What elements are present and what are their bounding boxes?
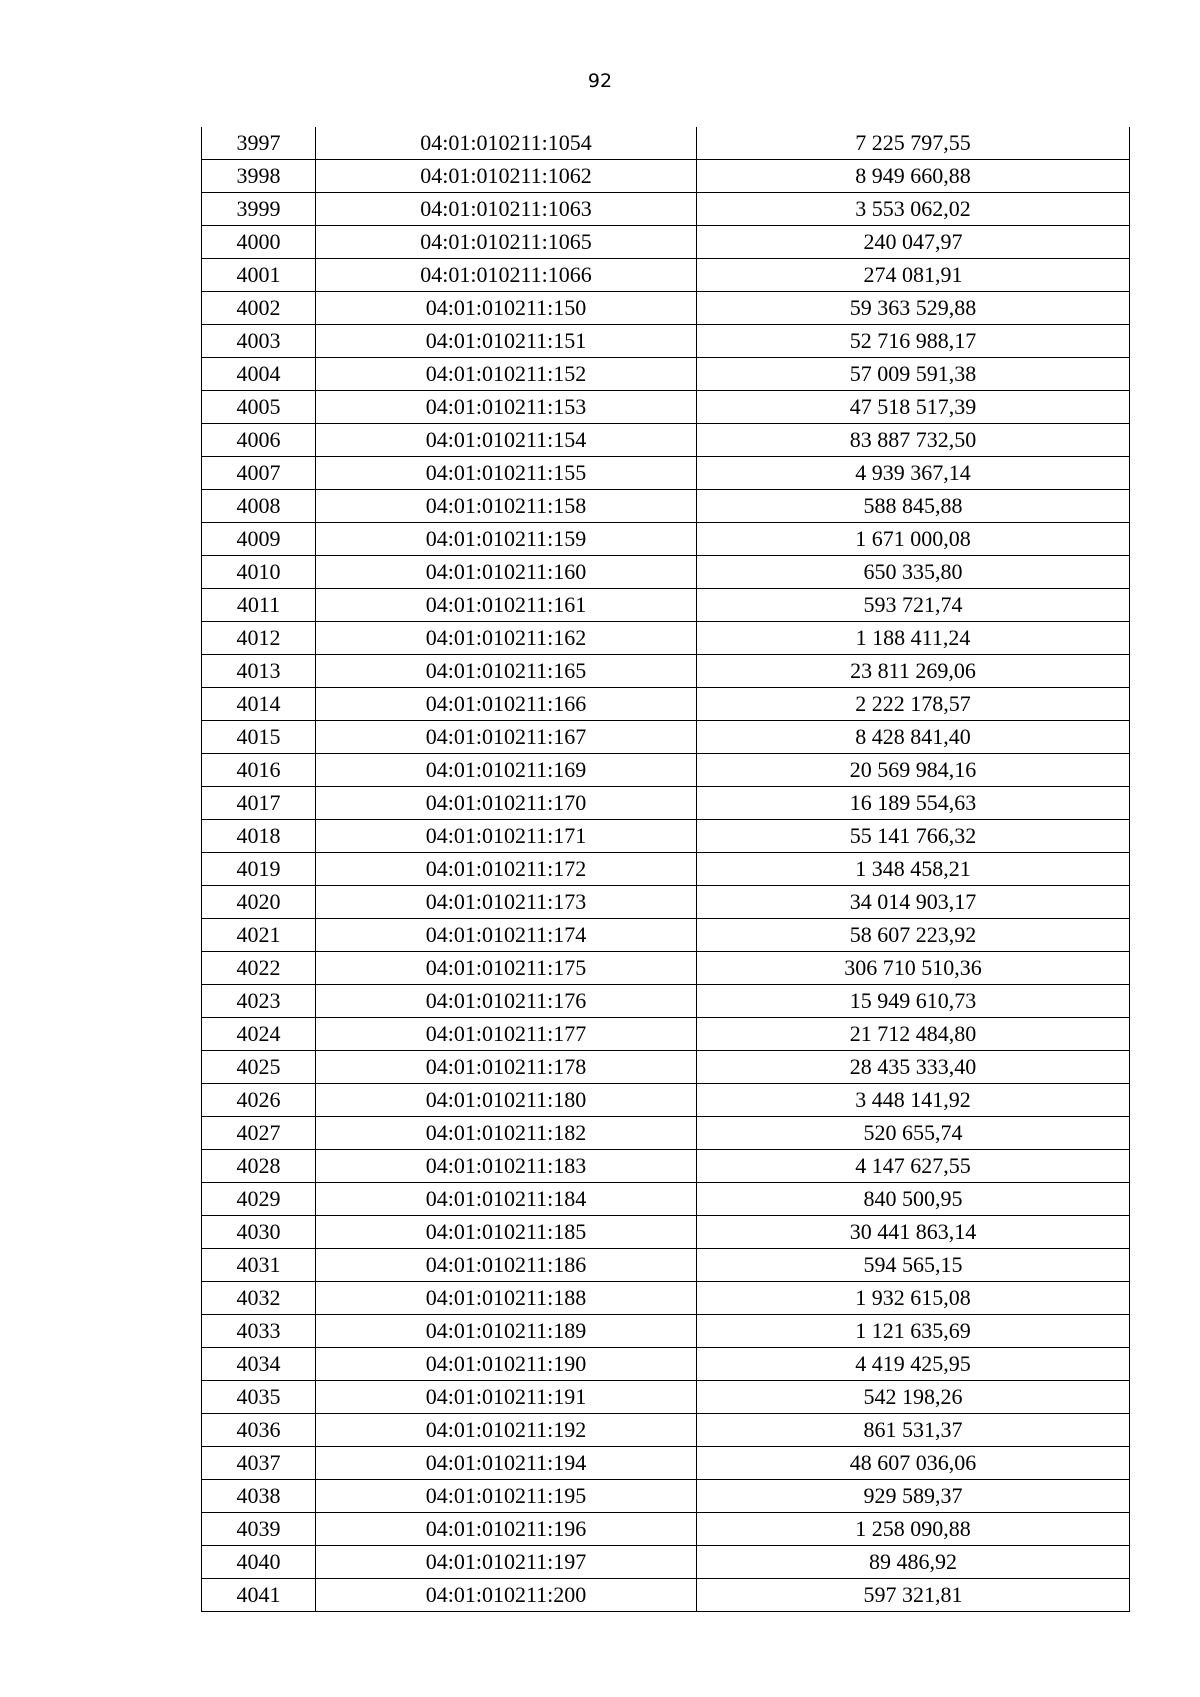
table-row xyxy=(202,985,1130,1018)
cadastral-value-cell: 47 518 517,39 xyxy=(697,391,1130,424)
cadastral-number-cell: 04:01:010211:196 xyxy=(316,1513,697,1546)
cadastral-value-cell: 3 553 062,02 xyxy=(697,193,1130,226)
table-row xyxy=(202,820,1130,853)
cadastral-number-cell: 04:01:010211:159 xyxy=(316,523,697,556)
table-row xyxy=(202,424,1130,457)
row-number-cell: 4029 xyxy=(202,1183,316,1216)
cadastral-value-cell: 1 188 411,24 xyxy=(697,622,1130,655)
table-row xyxy=(202,655,1130,688)
table-row xyxy=(202,325,1130,358)
cadastral-number-cell: 04:01:010211:175 xyxy=(316,952,697,985)
row-number-cell: 4009 xyxy=(202,523,316,556)
cadastral-number-cell: 04:01:010211:153 xyxy=(316,391,697,424)
cadastral-number-cell: 04:01:010211:152 xyxy=(316,358,697,391)
cadastral-number-cell: 04:01:010211:173 xyxy=(316,886,697,919)
cadastral-value-cell: 30 441 863,14 xyxy=(697,1216,1130,1249)
cadastral-value-cell: 58 607 223,92 xyxy=(697,919,1130,952)
row-number-cell: 4036 xyxy=(202,1414,316,1447)
row-number-cell: 3997 xyxy=(202,127,316,160)
row-number-cell: 4014 xyxy=(202,688,316,721)
cadastral-value-cell: 1 121 635,69 xyxy=(697,1315,1130,1348)
row-number-cell: 4024 xyxy=(202,1018,316,1051)
cadastral-value-cell: 240 047,97 xyxy=(697,226,1130,259)
row-number-cell: 4019 xyxy=(202,853,316,886)
table-row xyxy=(202,490,1130,523)
cadastral-number-cell: 04:01:010211:151 xyxy=(316,325,697,358)
row-number-cell: 4015 xyxy=(202,721,316,754)
row-number-cell: 4034 xyxy=(202,1348,316,1381)
row-number-cell: 4037 xyxy=(202,1447,316,1480)
row-number-cell: 3999 xyxy=(202,193,316,226)
row-number-cell: 4017 xyxy=(202,787,316,820)
table-row xyxy=(202,919,1130,952)
table-row xyxy=(202,259,1130,292)
table-row xyxy=(202,688,1130,721)
row-number-cell: 4016 xyxy=(202,754,316,787)
row-number-cell: 4008 xyxy=(202,490,316,523)
table-row xyxy=(202,721,1130,754)
row-number-cell: 4027 xyxy=(202,1117,316,1150)
row-number-cell: 4007 xyxy=(202,457,316,490)
row-number-cell: 4010 xyxy=(202,556,316,589)
cadastral-number-cell: 04:01:010211:161 xyxy=(316,589,697,622)
cadastral-number-cell: 04:01:010211:165 xyxy=(316,655,697,688)
row-number-cell: 4001 xyxy=(202,259,316,292)
cadastral-value-cell: 588 845,88 xyxy=(697,490,1130,523)
cadastral-value-cell: 15 949 610,73 xyxy=(697,985,1130,1018)
cadastral-value-cell: 83 887 732,50 xyxy=(697,424,1130,457)
cadastral-number-cell: 04:01:010211:1062 xyxy=(316,160,697,193)
cadastral-value-cell: 89 486,92 xyxy=(697,1546,1130,1579)
cadastral-number-cell: 04:01:010211:1054 xyxy=(316,127,697,160)
table-row xyxy=(202,457,1130,490)
table-row xyxy=(202,952,1130,985)
row-number-cell: 4013 xyxy=(202,655,316,688)
row-number-cell: 4023 xyxy=(202,985,316,1018)
cadastral-number-cell: 04:01:010211:155 xyxy=(316,457,697,490)
row-number-cell: 4028 xyxy=(202,1150,316,1183)
table-row xyxy=(202,886,1130,919)
table-row xyxy=(202,589,1130,622)
table-row xyxy=(202,1117,1130,1150)
cadastral-number-cell: 04:01:010211:166 xyxy=(316,688,697,721)
table-row xyxy=(202,1447,1130,1480)
cadastral-number-cell: 04:01:010211:186 xyxy=(316,1249,697,1282)
cadastral-value-cell: 20 569 984,16 xyxy=(697,754,1130,787)
cadastral-number-cell: 04:01:010211:197 xyxy=(316,1546,697,1579)
cadastral-number-cell: 04:01:010211:1063 xyxy=(316,193,697,226)
cadastral-value-cell: 4 939 367,14 xyxy=(697,457,1130,490)
table-row xyxy=(202,1282,1130,1315)
row-number-cell: 4002 xyxy=(202,292,316,325)
row-number-cell: 4031 xyxy=(202,1249,316,1282)
cadastral-value-cell: 55 141 766,32 xyxy=(697,820,1130,853)
cadastral-value-cell: 34 014 903,17 xyxy=(697,886,1130,919)
table-row xyxy=(202,787,1130,820)
cadastral-value-cell: 3 448 141,92 xyxy=(697,1084,1130,1117)
cadastral-value-cell: 542 198,26 xyxy=(697,1381,1130,1414)
row-number-cell: 4004 xyxy=(202,358,316,391)
cadastral-number-cell: 04:01:010211:176 xyxy=(316,985,697,1018)
row-number-cell: 4022 xyxy=(202,952,316,985)
table-row xyxy=(202,1084,1130,1117)
cadastral-value-cell: 274 081,91 xyxy=(697,259,1130,292)
cadastral-number-cell: 04:01:010211:185 xyxy=(316,1216,697,1249)
table-row xyxy=(202,853,1130,886)
cadastral-value-cell: 48 607 036,06 xyxy=(697,1447,1130,1480)
cadastral-value-cell: 16 189 554,63 xyxy=(697,787,1130,820)
table-body xyxy=(202,127,1130,1612)
cadastral-value-cell: 520 655,74 xyxy=(697,1117,1130,1150)
cadastral-number-cell: 04:01:010211:200 xyxy=(316,1579,697,1612)
cadastral-value-cell: 597 321,81 xyxy=(697,1579,1130,1612)
cadastral-number-cell: 04:01:010211:169 xyxy=(316,754,697,787)
cadastral-number-cell: 04:01:010211:191 xyxy=(316,1381,697,1414)
cadastral-number-cell: 04:01:010211:195 xyxy=(316,1480,697,1513)
row-number-cell: 4039 xyxy=(202,1513,316,1546)
row-number-cell: 4041 xyxy=(202,1579,316,1612)
cadastral-number-cell: 04:01:010211:192 xyxy=(316,1414,697,1447)
cadastral-value-cell: 593 721,74 xyxy=(697,589,1130,622)
cadastral-value-cell: 52 716 988,17 xyxy=(697,325,1130,358)
row-number-cell: 4018 xyxy=(202,820,316,853)
cadastral-table-container xyxy=(201,127,1130,1612)
cadastral-value-cell: 8 428 841,40 xyxy=(697,721,1130,754)
table-row xyxy=(202,1183,1130,1216)
table-row xyxy=(202,358,1130,391)
row-number-cell: 4038 xyxy=(202,1480,316,1513)
row-number-cell: 4005 xyxy=(202,391,316,424)
cadastral-number-cell: 04:01:010211:184 xyxy=(316,1183,697,1216)
table-row xyxy=(202,391,1130,424)
table-row xyxy=(202,1249,1130,1282)
table-row xyxy=(202,1414,1130,1447)
table-row xyxy=(202,622,1130,655)
table-row xyxy=(202,292,1130,325)
row-number-cell: 4006 xyxy=(202,424,316,457)
cadastral-value-cell: 650 335,80 xyxy=(697,556,1130,589)
table-row xyxy=(202,1150,1130,1183)
cadastral-number-cell: 04:01:010211:182 xyxy=(316,1117,697,1150)
table-row xyxy=(202,1513,1130,1546)
cadastral-value-cell: 8 949 660,88 xyxy=(697,160,1130,193)
table-row xyxy=(202,226,1130,259)
cadastral-number-cell: 04:01:010211:178 xyxy=(316,1051,697,1084)
row-number-cell: 4033 xyxy=(202,1315,316,1348)
row-number-cell: 4012 xyxy=(202,622,316,655)
cadastral-number-cell: 04:01:010211:154 xyxy=(316,424,697,457)
cadastral-value-cell: 1 932 615,08 xyxy=(697,1282,1130,1315)
cadastral-value-cell: 2 222 178,57 xyxy=(697,688,1130,721)
table-row xyxy=(202,1216,1130,1249)
row-number-cell: 4025 xyxy=(202,1051,316,1084)
table-row xyxy=(202,754,1130,787)
cadastral-number-cell: 04:01:010211:172 xyxy=(316,853,697,886)
cadastral-value-cell: 7 225 797,55 xyxy=(697,127,1130,160)
cadastral-number-cell: 04:01:010211:160 xyxy=(316,556,697,589)
row-number-cell: 4003 xyxy=(202,325,316,358)
cadastral-number-cell: 04:01:010211:1066 xyxy=(316,259,697,292)
table-row xyxy=(202,1579,1130,1612)
table-row xyxy=(202,1480,1130,1513)
row-number-cell: 4021 xyxy=(202,919,316,952)
cadastral-number-cell: 04:01:010211:171 xyxy=(316,820,697,853)
table-row xyxy=(202,1051,1130,1084)
cadastral-value-cell: 28 435 333,40 xyxy=(697,1051,1130,1084)
table-row xyxy=(202,1381,1130,1414)
cadastral-number-cell: 04:01:010211:1065 xyxy=(316,226,697,259)
cadastral-number-cell: 04:01:010211:174 xyxy=(316,919,697,952)
cadastral-number-cell: 04:01:010211:150 xyxy=(316,292,697,325)
table-row xyxy=(202,1315,1130,1348)
table-row xyxy=(202,1348,1130,1381)
table-row xyxy=(202,556,1130,589)
cadastral-value-cell: 306 710 510,36 xyxy=(697,952,1130,985)
table-row xyxy=(202,523,1130,556)
table-row xyxy=(202,160,1130,193)
table-row xyxy=(202,193,1130,226)
cadastral-number-cell: 04:01:010211:162 xyxy=(316,622,697,655)
table-row xyxy=(202,1018,1130,1051)
row-number-cell: 4011 xyxy=(202,589,316,622)
cadastral-number-cell: 04:01:010211:180 xyxy=(316,1084,697,1117)
cadastral-value-cell: 840 500,95 xyxy=(697,1183,1130,1216)
cadastral-value-cell: 929 589,37 xyxy=(697,1480,1130,1513)
page-number: 92 xyxy=(587,70,613,92)
cadastral-number-cell: 04:01:010211:188 xyxy=(316,1282,697,1315)
cadastral-value-cell: 861 531,37 xyxy=(697,1414,1130,1447)
table-row xyxy=(202,127,1130,160)
cadastral-value-cell: 23 811 269,06 xyxy=(697,655,1130,688)
cadastral-value-cell: 594 565,15 xyxy=(697,1249,1130,1282)
cadastral-number-cell: 04:01:010211:167 xyxy=(316,721,697,754)
row-number-cell: 3998 xyxy=(202,160,316,193)
cadastral-number-cell: 04:01:010211:183 xyxy=(316,1150,697,1183)
row-number-cell: 4000 xyxy=(202,226,316,259)
cadastral-value-cell: 1 671 000,08 xyxy=(697,523,1130,556)
cadastral-value-cell: 57 009 591,38 xyxy=(697,358,1130,391)
row-number-cell: 4026 xyxy=(202,1084,316,1117)
cadastral-value-table xyxy=(201,127,1130,1612)
cadastral-value-cell: 1 258 090,88 xyxy=(697,1513,1130,1546)
cadastral-number-cell: 04:01:010211:177 xyxy=(316,1018,697,1051)
cadastral-value-cell: 21 712 484,80 xyxy=(697,1018,1130,1051)
cadastral-number-cell: 04:01:010211:189 xyxy=(316,1315,697,1348)
row-number-cell: 4040 xyxy=(202,1546,316,1579)
cadastral-number-cell: 04:01:010211:190 xyxy=(316,1348,697,1381)
row-number-cell: 4020 xyxy=(202,886,316,919)
cadastral-value-cell: 1 348 458,21 xyxy=(697,853,1130,886)
row-number-cell: 4032 xyxy=(202,1282,316,1315)
row-number-cell: 4035 xyxy=(202,1381,316,1414)
cadastral-value-cell: 4 147 627,55 xyxy=(697,1150,1130,1183)
cadastral-number-cell: 04:01:010211:158 xyxy=(316,490,697,523)
cadastral-number-cell: 04:01:010211:170 xyxy=(316,787,697,820)
cadastral-value-cell: 59 363 529,88 xyxy=(697,292,1130,325)
cadastral-value-cell: 4 419 425,95 xyxy=(697,1348,1130,1381)
cadastral-number-cell: 04:01:010211:194 xyxy=(316,1447,697,1480)
row-number-cell: 4030 xyxy=(202,1216,316,1249)
table-row xyxy=(202,1546,1130,1579)
